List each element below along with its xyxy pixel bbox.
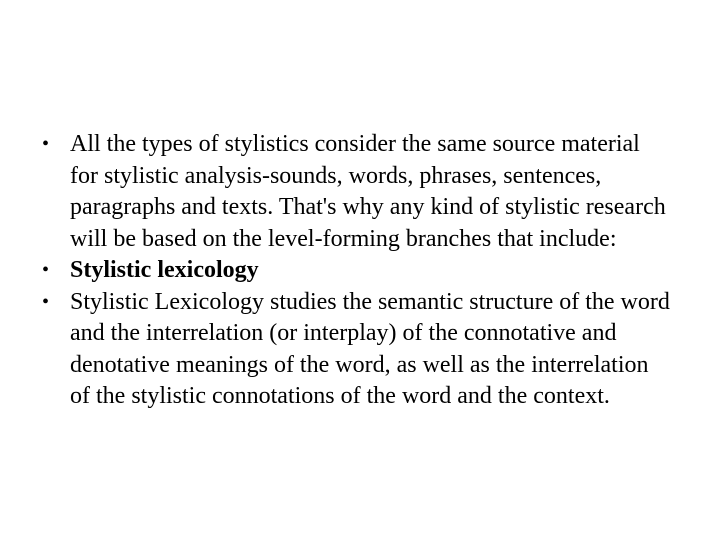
bullet-heading: Stylistic lexicology [70,257,259,283]
bullet-text: Stylistic Lexicology studies the semantic structure of the word and the interrelation (or interplay) of the connotative and denotative meanings of the word, as well as the interrelation of the stylistic connotations of the word and the context. [70,288,670,409]
bullet-item-stylistic-lexicology-heading [42,255,672,287]
bullet-item-types-of-stylistics [42,129,672,255]
bullet-marker: • [42,133,50,155]
bullet-text: All the types of stylistics consider the same source material for stylistic analysis-sounds, words, phrases, sentences, paragraphs and texts. That's why any kind of stylistic research will be based on the level-forming branches that include: [70,131,666,252]
bullet-item-stylistic-lexicology-definition [42,287,672,413]
bullet-marker: • [42,290,50,313]
bullet-marker: • [42,259,50,281]
bullet-list [42,129,672,413]
